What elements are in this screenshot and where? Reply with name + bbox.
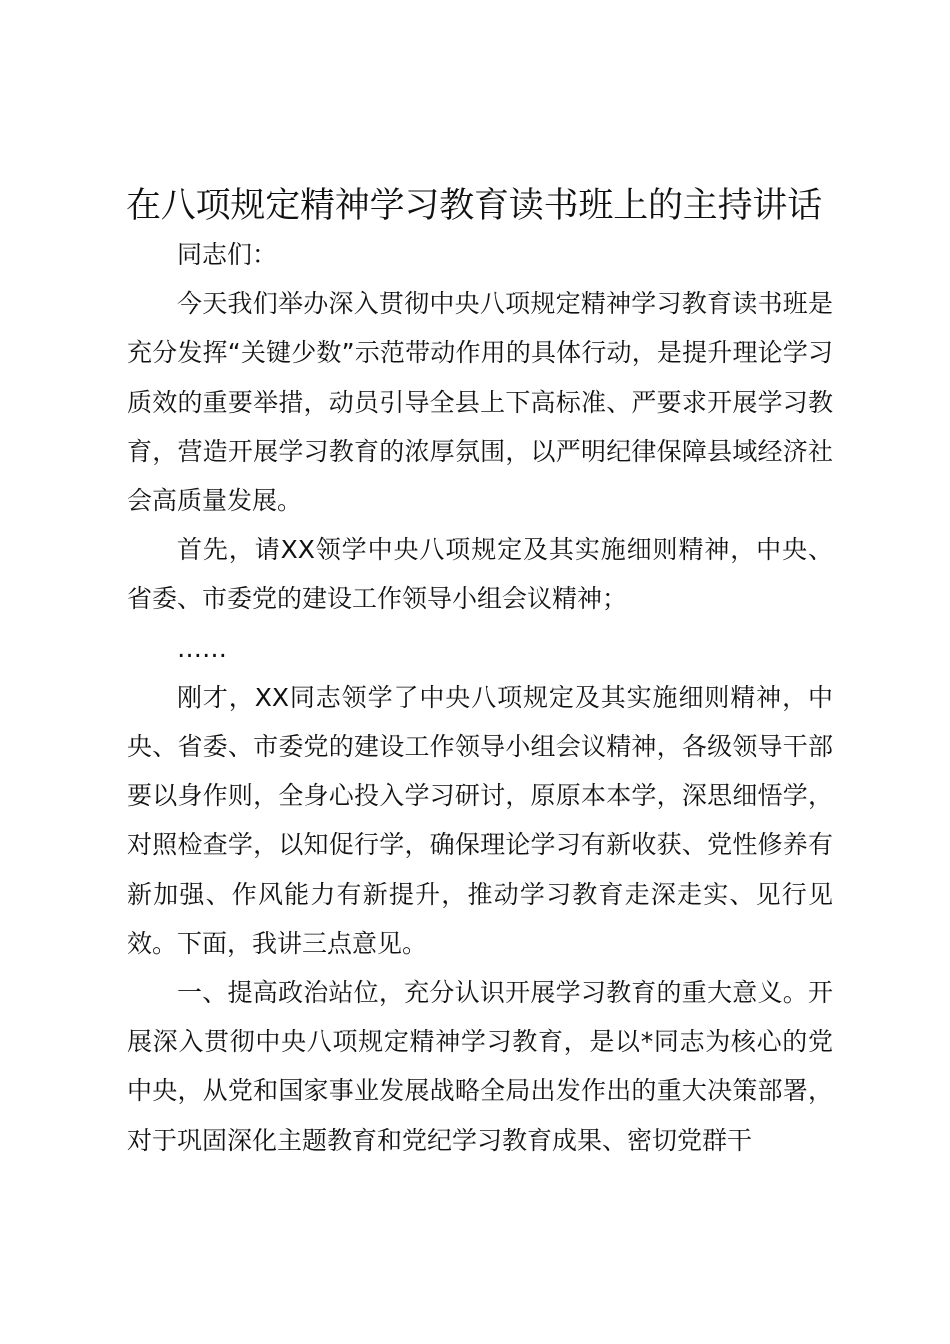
salutation-paragraph: 同志们： [177, 240, 278, 269]
document-body [127, 230, 833, 1165]
first-item-paragraph: 首先，请XX领学中央八项规定及其实施细则精神，中央、省委、市委党的建设工作领导小组会议精神； [127, 535, 833, 614]
summary-paragraph: 刚才，XX同志领学了中央八项规定及其实施细则精神，中央、省委、市委党的建设工作领导小组会议精神，各级领导干部要以身作则，全身心投入学习研讨，原原本本学，深思细悟学，对照检查学，以知促行学，确保理论学习有新收获、党性修养有新加强、作风能力有新提升，推动学习教育走深走实、见行见效。下面，我讲三点意见。 [127, 682, 833, 958]
section-one-paragraph: 一、提高政治站位，充分认识开展学习教育的重大意义。开展深入贯彻中央八项规定精神学习教育，是以*同志为核心的党中央，从党和国家事业发展战略全局出发作出的重大决策部署，对于巩固深化主题教育和党纪学习教育成果、密切党群干 [127, 978, 833, 1155]
opening-paragraph: 今天我们举办深入贯彻中央八项规定精神学习教育读书班是充分发挥“关键少数”示范带动作用的具体行动，是提升理论学习质效的重要举措，动员引导全县上下高标准、严要求开展学习教育，营造开展学习教育的浓厚氛围，以严明纪律保障县域经济社会高质量发展。 [127, 289, 833, 516]
ellipsis-paragraph: …… [177, 633, 227, 663]
document-title: 在八项规定精神学习教育读书班上的主持讲话 [126, 186, 823, 226]
